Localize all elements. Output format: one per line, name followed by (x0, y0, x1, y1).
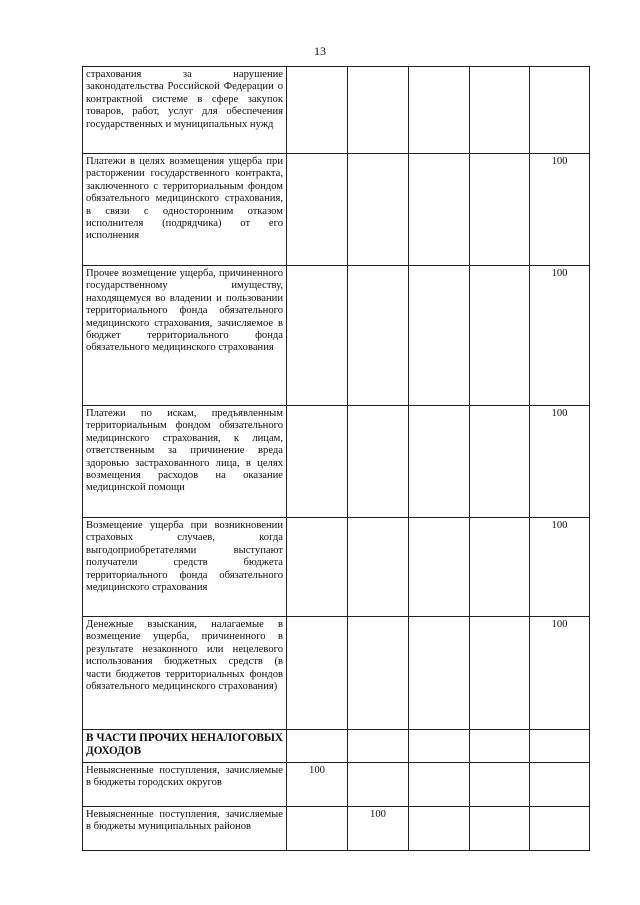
value-cell (409, 807, 470, 851)
table-row (83, 617, 590, 730)
value-cell (470, 154, 530, 266)
row-description: Платежи по искам, предъявленным территориальным фондом обязательного медицинского страхования, к лицам, ответственным за причинение вреда здоровью застрахованного лица, в целях возмещения расходов на оказание медицинской помощи (83, 406, 287, 518)
value-cell: 100 (287, 763, 348, 807)
value-cell (348, 518, 409, 617)
row-description: страхования за нарушение законодательства Российской Федерации о контрактной системе в сфере закупок товаров, работ, услуг для обеспечения государственных и муниципальных нужд (83, 67, 287, 154)
value-cell (470, 763, 530, 807)
value-cell (409, 518, 470, 617)
row-description: Невыясненные поступления, зачисляемые в бюджеты городских округов (83, 763, 287, 807)
value-cell (409, 730, 470, 763)
value-cell (470, 807, 530, 851)
value-cell (287, 807, 348, 851)
revenue-distribution-table (82, 66, 590, 851)
row-description: Платежи в целях возмещения ущерба при расторжении государственного контракта, заключенного с территориальным фондом обязательного медицинского страхования, в связи с односторонним отказом исполнителя (подрядчика) от его исполнения (83, 154, 287, 266)
value-cell (470, 67, 530, 154)
value-cell (470, 617, 530, 730)
value-cell: 100 (530, 266, 590, 406)
value-cell (530, 763, 590, 807)
value-cell (348, 266, 409, 406)
value-cell (287, 518, 348, 617)
value-cell (470, 266, 530, 406)
value-cell (287, 266, 348, 406)
value-cell (287, 406, 348, 518)
value-cell (348, 406, 409, 518)
table-row (83, 406, 590, 518)
value-cell (287, 730, 348, 763)
value-cell (530, 730, 590, 763)
value-cell (348, 67, 409, 154)
section-title: В ЧАСТИ ПРОЧИХ НЕНАЛОГОВЫХ ДОХОДОВ (83, 730, 287, 763)
value-cell (409, 266, 470, 406)
row-description: Прочее возмещение ущерба, причиненного государственному имуществу, находящемуся во владении и пользовании территориального фонда обязательного медицинского страхования, зачисляемое в бюджет территориального фонда обязательного медицинского страхования (83, 266, 287, 406)
value-cell (530, 807, 590, 851)
row-description: Денежные взыскания, налагаемые в возмещение ущерба, причиненного в результате незаконного или нецелевого использования бюджетных средств (в части бюджетов территориальных фондов обязательного медицинского страхования) (83, 617, 287, 730)
value-cell (470, 730, 530, 763)
value-cell (409, 617, 470, 730)
value-cell (470, 518, 530, 617)
row-description: Возмещение ущерба при возникновении страховых случаев, когда выгодоприобретателями выступают получатели средств бюджета территориального фонда обязательного медицинского страхования (83, 518, 287, 617)
value-cell (348, 730, 409, 763)
page-number: 13 (314, 44, 326, 58)
row-description: Невыясненные поступления, зачисляемые в бюджеты муниципальных районов (83, 807, 287, 851)
value-cell (287, 617, 348, 730)
value-cell: 100 (530, 617, 590, 730)
value-cell: 100 (348, 807, 409, 851)
section-header-row (83, 730, 590, 763)
table-row (83, 154, 590, 266)
value-cell: 100 (530, 154, 590, 266)
table-row (83, 763, 590, 807)
value-cell (287, 154, 348, 266)
value-cell (409, 154, 470, 266)
value-cell (409, 763, 470, 807)
table-row (83, 518, 590, 617)
value-cell (348, 763, 409, 807)
value-cell (348, 617, 409, 730)
value-cell (530, 67, 590, 154)
value-cell (348, 154, 409, 266)
value-cell (470, 406, 530, 518)
table-row (83, 67, 590, 154)
value-cell: 100 (530, 518, 590, 617)
table-row (83, 266, 590, 406)
table-row (83, 807, 590, 851)
value-cell (409, 406, 470, 518)
value-cell (409, 67, 470, 154)
value-cell (287, 67, 348, 154)
value-cell: 100 (530, 406, 590, 518)
